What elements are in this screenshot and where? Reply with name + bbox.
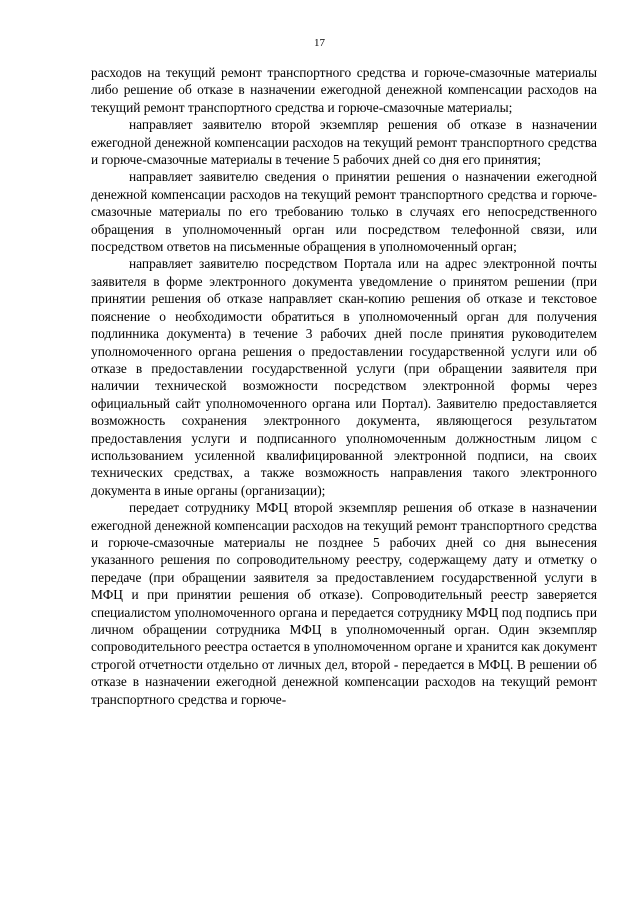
- document-body: [91, 64, 597, 708]
- page-number: 17: [314, 37, 325, 49]
- paragraph-portal-notification: направляет заявителю посредством Портала или на адрес электронной почты заявителя в форме электронного документа уведомление о принятом решении (при принятии решения об отказе направляет скан-копию решения об отказе и текстовое пояснение о необходимости обратиться в уполномоченный орган для получения подлинника документа) в течение 3 рабочих дней после принятия руководителем уполномоченного органа решения о предоставлении государственной услуги или об отказе в предоставлении государственной услуги (при обращении заявителя при наличии технической возможности посредством электронной формы через официальный сайт уполномоченного органа или Портал). Заявителю предоставляется возможность сохранения электронного документа, являющегося результатом предоставления услуги и подписанного уполномоченным должностным лицом с использованием усиленной квалифицированной электронной подписи, на своих технических средствах, а также возможность направления такого электронного документа в иные органы (организации);: [91, 256, 597, 498]
- paragraph-mfc-transfer: передает сотруднику МФЦ второй экземпляр решения об отказе в назначении ежегодной денежной компенсации расходов на текущий ремонт транспортного средства и горюче-смазочные материалы не позднее 5 рабочих дней со дня вынесения указанного решения по сопроводительному реестру, содержащему дату и отметку о передаче (при обращении заявителя за предоставлением государственной услуги в МФЦ и при принятии решения об отказе). Сопроводительный реестр заверяется специалистом уполномоченного органа и передается сотруднику МФЦ под подпись при личном обращении сотрудника МФЦ в уполномоченный орган. Один экземпляр сопроводительного реестра остается в уполномоченном органе и хранится как документ строгой отчетности отдельно от личных дел, второй - передается в МФЦ. В решении об отказе в назначении ежегодной денежной компенсации расходов на текущий ремонт транспортного средства и горюче-: [91, 500, 597, 707]
- paragraph-continuation: расходов на текущий ремонт транспортного средства и горюче-смазочные материалы либо решение об отказе в назначении ежегодной денежной компенсации расходов на текущий ремонт транспортного средства и горюче-смазочные материалы;: [91, 65, 597, 115]
- paragraph-second-copy-refusal: направляет заявителю второй экземпляр решения об отказе в назначении ежегодной денежной компенсации расходов на текущий ремонт транспортного средства и горюче-смазочные материалы в течение 5 рабочих дней со дня его принятия;: [91, 117, 597, 168]
- paragraph-decision-info: направляет заявителю сведения о принятии решения о назначении ежегодной денежной компенсации расходов на текущий ремонт транспортного средства и горюче-смазочные материалы по его требованию только в случаях его непосредственного обращения в уполномоченный орган или посредством телефонной связи, или посредством ответов на письменные обращения в уполномоченный орган;: [91, 169, 597, 255]
